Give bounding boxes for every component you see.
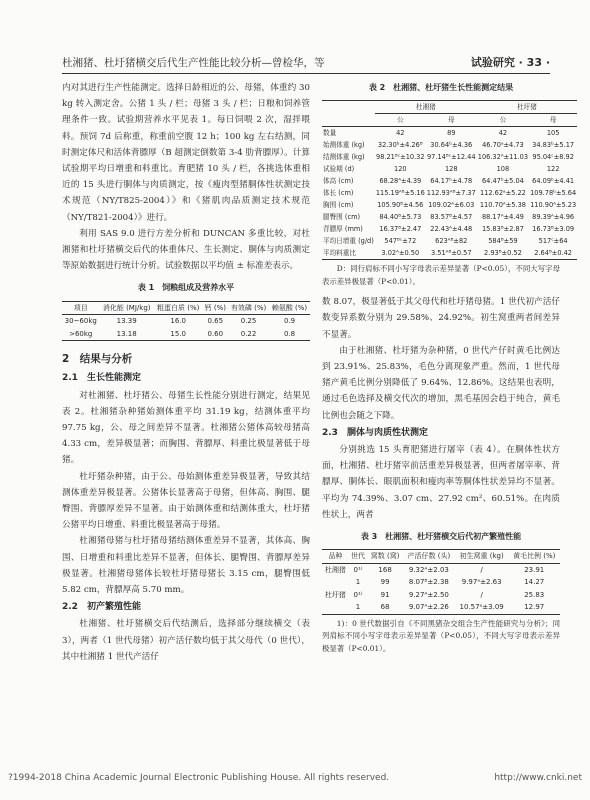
table-header-cell: 黄毛比例 (%): [513, 552, 556, 561]
table-row: [322, 175, 577, 187]
table-cell: 8.07ᴮ±2.38: [408, 578, 449, 587]
table-cell: 1: [355, 578, 361, 587]
table-header-row: [322, 550, 560, 564]
paragraph: 对杜湘猪、杜圩猪公、母猪生长性能分别进行测定，结果见表 2。杜湘猪杂种猪始测体重平均 31.19 kg，结测体重平均 97.75 kg，公、母之间差异不显著。杜湘猪公猪体高较母猪高 4.33 cm，差异极显著；而胸围、背膘厚、料重比极显著低于母猪。: [62, 390, 310, 466]
table-header-cell: 品种: [328, 552, 343, 561]
table-cell: 0¹⁾: [353, 565, 363, 574]
table-header-cell: 有效磷 (%): [230, 303, 267, 312]
table-cell: 64.17ᵇ±4.78: [430, 177, 473, 186]
table-cell: 9.32ᴬ±2.03: [408, 565, 449, 574]
subsection-heading: 2.2 初产繁殖性能: [62, 602, 141, 613]
table-cell: 84.40ᴮ±5.73: [379, 213, 422, 222]
table-cell: 98.21ᴮᶜ±10.32: [376, 153, 425, 162]
table-cell: 数量: [323, 129, 337, 138]
copyright-text: ?1994-2018 China Academic Journal Electronic Publishing House. All rights reserved.: [8, 773, 390, 783]
table-cell: /: [480, 590, 483, 599]
table-header-cell: 产活仔数 (头): [407, 552, 451, 561]
table-cell: 3.02ᴬ±0.50: [381, 249, 420, 258]
table-header-row: [322, 101, 577, 114]
table-cell: 109.02ᴬ±6.03: [428, 201, 475, 210]
table-cell: 0.9: [283, 317, 296, 326]
left-column: [62, 80, 310, 665]
table-cell: 89.39ᴬ±4.96: [532, 213, 575, 222]
table-cell: 106.32ᴬ±11.03: [477, 153, 529, 162]
table-cell: 15.83ᴮ±2.87: [481, 225, 524, 234]
table-cell: 25.83: [524, 590, 545, 599]
table-cell: 122: [546, 165, 560, 174]
table-cell: 12.97: [524, 603, 545, 612]
table-header-cell: 粗蛋白质 (%): [157, 303, 200, 312]
table-cell: 胸围 (cm): [323, 201, 354, 210]
table-cell: 83.57ᴮ±4.57: [430, 213, 473, 222]
table-cell: 0.65: [207, 317, 224, 326]
table-cell: 16.0: [170, 317, 186, 326]
table-cell: 105.90ᴮ±4.56: [377, 201, 424, 210]
table-cell: 0.22: [240, 329, 257, 338]
table-cell: 115.19ᴬᴮ±5.16: [375, 189, 425, 198]
table-cell: 30~60kg: [64, 317, 97, 326]
table2-caption: 表 2 杜湘猪、杜圩猪生长性能测定结果: [368, 83, 514, 92]
table-cell: 30.64ᵇ±4.36: [430, 141, 473, 150]
table-row: [322, 199, 577, 211]
table-cell: 112.93ᴬᴮ±7.37: [426, 189, 476, 198]
table-row: [322, 151, 577, 163]
paragraph: 由于杜湘猪、杜圩猪为杂种猪，0 世代产仔时黄毛比例达到 23.91%、25.83%，毛色分离现象严重。然而，1 世代母猪产黄毛比例分别降低了 9.64%、12.86%。这结果也表明，通过毛色选择及横交代次的增加，黑毛基因会趋于纯合，黄毛比例也会随之下降。: [322, 345, 560, 421]
table-cell: 13.18: [116, 329, 137, 338]
table2-body: [322, 127, 577, 260]
subsection-heading: 2.3 胴体与肉质性状测定: [322, 427, 428, 438]
table-cell: 110.90ᴬ±5.23: [530, 201, 577, 210]
table-header-cell: 公: [397, 116, 404, 125]
table2: [322, 100, 577, 260]
table-cell: 15.0: [170, 329, 186, 338]
table-cell: 16.37ᴮ±2.47: [379, 225, 422, 234]
table-cell: 13.39: [116, 317, 137, 326]
table-cell: 110.70ᴬ±5.38: [479, 201, 526, 210]
table-cell: 68.28ᴬ±4.39: [379, 177, 422, 186]
table-cell: 42: [498, 129, 508, 138]
table3-note: 1)：0 世代数据引自《不同黑猪杂交组合生产性能研究与分析》；同列肩标不同小写字母表示差异显著（P<0.05），不同大写字母表示差异极显著（P<0.01）。: [322, 618, 560, 653]
table-cell: 168: [378, 565, 392, 574]
table-cell: 32.30ᵇ±4.26ᴮ: [377, 141, 423, 150]
running-header: [62, 50, 550, 74]
table3: [322, 549, 560, 615]
table-row: [322, 211, 577, 223]
table-cell: 97.14ᴮᶜ±12.44: [426, 153, 476, 162]
subsection-heading: 2.1 生长性能测定: [62, 373, 141, 384]
table-cell: 88.17ᴬ±4.49: [481, 213, 524, 222]
table-cell: 结测体重 (kg): [323, 153, 365, 162]
table-cell: 0.25: [240, 317, 257, 326]
table3-caption: 表 3 杜湘猪、杜圩猪横交后代初产繁殖性能: [360, 532, 522, 542]
table-cell: 112.62ᵃ±5.22: [479, 189, 526, 198]
table-cell: 89: [447, 129, 456, 138]
table-cell: 平均料重比: [323, 249, 356, 258]
table-cell: 杜湘猪: [324, 565, 346, 574]
table-cell: 平均日增重 (g/d): [323, 237, 374, 246]
table-row: [322, 139, 577, 151]
table-cell: 试验期 (d): [323, 165, 355, 174]
table-cell: 584ᴮ±59: [488, 237, 518, 246]
paragraph: 杜圩猪杂种猪，由于公、母始测体重差异极显著，导致其结测体重差异极显著。公猪体长显著高于母猪，但体高、胸围、腿臀围、背膘厚差异不显著。由于始测体重和结测体重大，杜圩猪公猪平均日增重、料重比极显著高于母猪。: [62, 471, 310, 531]
table-cell: 始测体重 (kg): [323, 141, 365, 150]
table-cell: 547ᴮᶜ±72: [384, 237, 417, 246]
paragraph: 利用 SAS 9.0 进行方差分析和 DUNCAN 多重比较，对杜湘猪和杜圩猪横交后代的体重体尺、生长测定、胴体与肉质测定等原始数据进行统计分析。试验数据以平均值 ± 标准差表示。: [62, 228, 310, 272]
section-heading: 2 结果与分析: [62, 353, 133, 366]
table-row: [62, 315, 310, 328]
table-header-cell: 杜圩猪: [477, 101, 577, 114]
header-section-page: 试验研究 · 33 ·: [470, 56, 550, 69]
table-cell: 9.27ᴬ±2.50: [408, 590, 449, 599]
table-header-cell: 母: [549, 116, 557, 125]
table-row: [322, 601, 560, 614]
table-cell: 64.47ᵇ±5.04: [481, 177, 524, 186]
table-cell: 杜圩猪: [324, 590, 346, 599]
table-cell: 23.91: [524, 565, 545, 574]
table-header-cell: 窝数 (窝): [370, 552, 400, 561]
table-cell: 22.43ᴬ±4.48: [430, 225, 473, 234]
table-cell: 46.70ᵃ±4.73: [482, 141, 524, 150]
table-cell: 109.78ᵇ±5.64: [530, 189, 577, 198]
table-cell: 34.83ᵇ±5.17: [532, 141, 575, 150]
table-cell: 2.64ᴮ±0.42: [534, 249, 573, 258]
table-row: [322, 589, 560, 602]
paragraph: 内对其进行生产性能测定。选择日龄相近的公、母猪，体重约 30 kg 转入测定舍。公猪 1 头 / 栏；母猪 3 头 / 栏；日粮和饲养管理条件一致。试验期营养水平见表 1。每日饲喂 2 次，湿拌喂料。预饲 7d 后称重，称重前空腹 12 h；100 kg 左右结测，同时测定体尺和活体背膘厚（B 超测定倒数第 3-4 肋背膘厚）。计算试验期平均日增重和料重比。育肥猪 10 头 / 栏，各挑选体重相近的 15 头进行胴体与肉质测定，按《瘦肉型猪胴体性状测定技术规范（NY/T825-2004）》和《猪肌肉品质测定技术规范（NY/T821-2004）》进行。: [62, 83, 310, 223]
table-cell: 14.27: [524, 578, 545, 587]
table-cell: /: [480, 565, 483, 574]
table2-note: D：同行肩标不同小写字母表示差异显著（P<0.05），不同大写字母表示差异极显著（P<0.01）。: [322, 264, 560, 286]
page-footer: [8, 773, 582, 783]
table-cell: 9.97ᵃ±2.63: [461, 578, 502, 587]
table-cell: [322, 601, 349, 614]
table-header-row: [62, 301, 310, 315]
table-cell: 16.73ᴮ±3.09: [532, 225, 575, 234]
table-header-cell: 消化能 (MJ/kg): [102, 303, 151, 312]
table-header-cell: 赖氨酸 (%): [271, 303, 308, 312]
table-cell: 腿臀围 (cm): [323, 213, 361, 222]
table-row: [322, 223, 577, 235]
table-cell: 0¹⁾: [353, 590, 363, 599]
table-row: [322, 127, 577, 140]
paragraph: 数 8.07，极显著低于其父母代和杜圩猪母猪。1 世代初产活仔数变异系数分别为 29.58%、24.92%。初生窝重两者间差异不显著。: [322, 297, 560, 340]
table-cell: 体长 (cm): [323, 189, 354, 198]
table-cell: 0.8: [283, 329, 296, 338]
table-row: [322, 576, 560, 589]
table-cell: 9.07ᴬ±2.26: [408, 603, 449, 612]
paragraph: 分别挑选 15 头育肥猪进行屠宰（表 4）。在胴体性状方面，杜湘猪、杜圩猪宰前活重差异极显著，但两者屠宰率、背膘厚、胴体长、眼肌面积和瘦肉率等胴体性状差异均不显著。平均为 74.39%、3.07 cm、27.92 cm²、60.51%。在肉质性状上，两者: [322, 445, 560, 520]
table-header-cell: 公: [499, 116, 507, 125]
table-cell: 95.04ᶜ±8.92: [532, 153, 574, 162]
table-row: [322, 563, 560, 576]
table3-body: [322, 563, 560, 614]
table-cell: 120: [394, 165, 407, 174]
table-row: [322, 187, 577, 199]
table-cell: 10.57ᵃ±3.09: [459, 603, 504, 612]
table-header-cell: 初生窝重 (kg): [459, 552, 504, 561]
table-cell: 623ᴬᴮ±82: [435, 237, 468, 246]
table-cell: 108: [496, 165, 510, 174]
table-cell: 0.60: [207, 329, 224, 338]
table1: [62, 301, 310, 342]
table-row: [322, 247, 577, 260]
table-cell: 42: [396, 129, 405, 138]
table1-caption: 表 1 饲粮组成及营养水平: [137, 283, 235, 293]
table-cell: 68: [380, 603, 390, 612]
table-cell: 体高 (cm): [323, 177, 354, 186]
table-row: [62, 328, 310, 341]
table-cell: 2.93ᴮ±0.52: [484, 249, 522, 258]
table-cell: 517ᶜ±64: [538, 237, 568, 246]
table-cell: 背膘厚 (mm): [323, 225, 363, 234]
table-row: [322, 235, 577, 247]
table-cell: 3.51ᴬᴮ±0.57: [430, 249, 472, 258]
header-title: 杜湘猪、杜圩猪横交后代生产性能比较分析—曾检华，等: [62, 57, 325, 69]
table-cell: 99: [380, 578, 390, 587]
site-url[interactable]: http://www.cnki.net: [494, 773, 582, 783]
right-column: [322, 80, 577, 655]
paragraph: 杜湘猪、杜圩猪横交后代结测后，选择部分继续横交（表 3），两者（1 世代母猪）初产活仔数均低于其父母代（0 世代），其中杜湘猪 1 世代产活仔: [62, 619, 310, 662]
table-row: [322, 163, 577, 175]
table-cell: 105: [546, 129, 560, 138]
table-cell: 64.09ᵇ±4.41: [532, 177, 575, 186]
paragraph: 杜湘猪母猪与杜圩猪母猪结测体重差异不显著，其体高、胸围、日增重和料重比差异不显著，但体长、腿臀围、背膘厚差异极显著。杜湘猪母猪体长较杜圩猪母猪长 3.15 cm，腿臀围低 5.82 cm，背膘厚高 5.70 mm。: [62, 536, 310, 595]
table-header-cell: 项目: [73, 303, 88, 312]
table-header-cell: 母: [447, 116, 455, 125]
table-header-cell: 钙 (%): [204, 303, 226, 312]
table-header-cell: [322, 101, 375, 127]
table-cell: >60kg: [69, 329, 93, 338]
table-cell: 1: [355, 603, 361, 612]
table-cell: 128: [444, 165, 458, 174]
table-header-cell: 杜湘猪: [375, 101, 477, 114]
table-cell: [322, 576, 349, 589]
table-cell: 91: [380, 590, 390, 599]
table-header-cell: 世代: [350, 552, 365, 561]
